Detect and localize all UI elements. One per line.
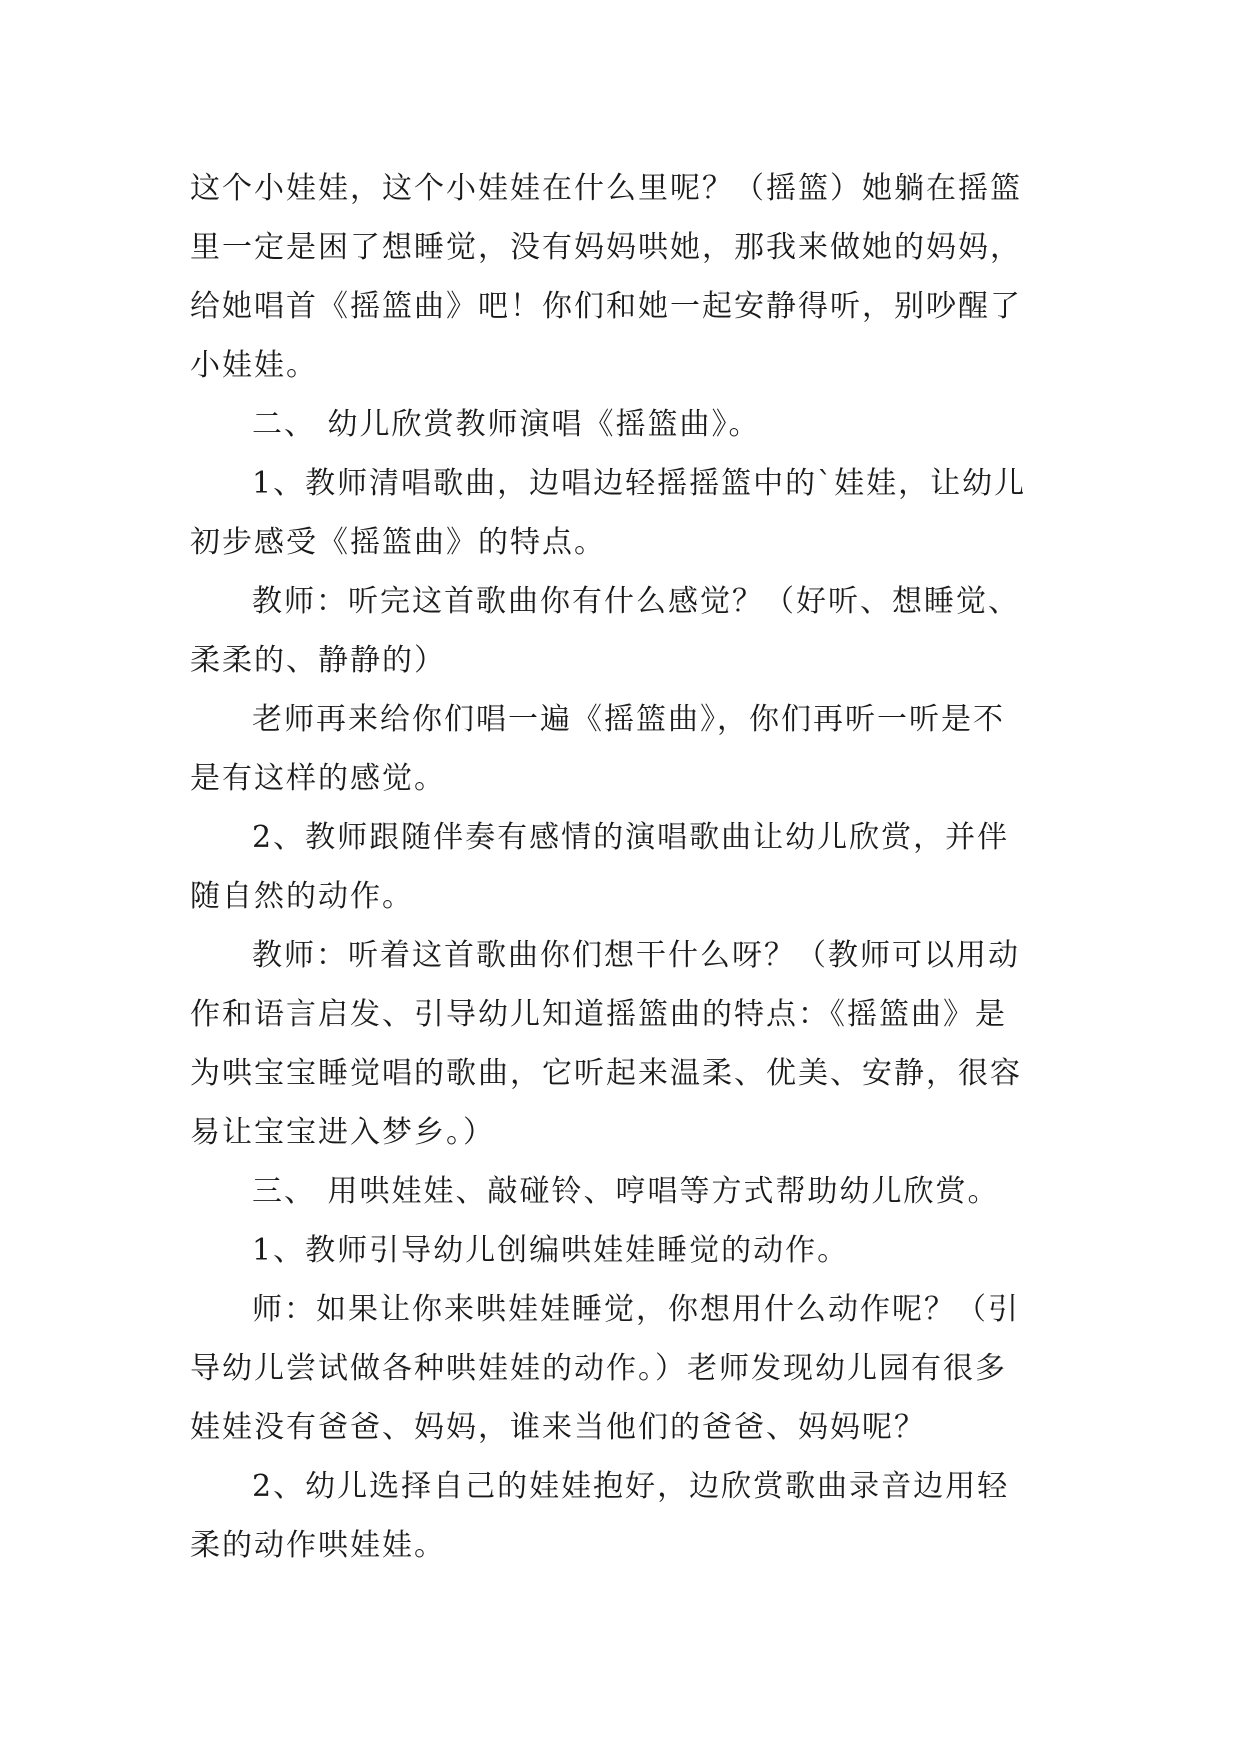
paragraph-line: 里一定是困了想睡觉，没有妈妈哄她，那我来做她的妈妈， bbox=[190, 230, 1022, 265]
paragraph-line: 为哄宝宝睡觉唱的歌曲，它听起来温柔、优美、安静，很容 bbox=[190, 1056, 1022, 1091]
paragraph-line: 柔的动作哄娃娃。 bbox=[190, 1528, 446, 1563]
paragraph-line: 1、教师清唱歌曲，边唱边轻摇摇篮中的`娃娃，让幼儿 bbox=[252, 466, 1027, 501]
paragraph-line: 这个小娃娃，这个小娃娃在什么里呢？（摇篮）她躺在摇篮 bbox=[190, 171, 1022, 206]
paragraph-line: 2、教师跟随伴奏有感情的演唱歌曲让幼儿欣赏，并伴 bbox=[252, 820, 1010, 855]
paragraph-line: 柔柔的、静静的） bbox=[190, 643, 446, 678]
section-heading: 二、 幼儿欣赏教师演唱《摇篮曲》。 bbox=[252, 407, 761, 442]
paragraph-line: 教师：听完这首歌曲你有什么感觉？（好听、想睡觉、 bbox=[252, 584, 1020, 619]
paragraph-line: 1、教师引导幼儿创编哄娃娃睡觉的动作。 bbox=[252, 1233, 850, 1268]
paragraph-line: 导幼儿尝试做各种哄娃娃的动作。）老师发现幼儿园有很多 bbox=[190, 1351, 1007, 1386]
paragraph-line: 娃娃没有爸爸、妈妈，谁来当他们的爸爸、妈妈呢？ bbox=[190, 1410, 926, 1445]
paragraph-line: 教师：听着这首歌曲你们想干什么呀？（教师可以用动 bbox=[252, 938, 1020, 973]
paragraph-line: 随自然的动作。 bbox=[190, 879, 414, 914]
paragraph-line: 初步感受《摇篮曲》的特点。 bbox=[190, 525, 606, 560]
paragraph-line: 师：如果让你来哄娃娃睡觉，你想用什么动作呢？（引 bbox=[252, 1292, 1020, 1327]
paragraph-line: 给她唱首《摇篮曲》吧！你们和她一起安静得听，别吵醒了 bbox=[190, 289, 1022, 324]
paragraph-line: 2、幼儿选择自己的娃娃抱好，边欣赏歌曲录音边用轻 bbox=[252, 1469, 1010, 1504]
section-heading: 三、 用哄娃娃、敲碰铃、哼唱等方式帮助幼儿欣赏。 bbox=[252, 1174, 1000, 1209]
paragraph-line: 是有这样的感觉。 bbox=[190, 761, 446, 796]
paragraph-line: 易让宝宝进入梦乡。） bbox=[190, 1115, 495, 1150]
paragraph-line: 小娃娃。 bbox=[190, 348, 318, 383]
document-body bbox=[190, 159, 1070, 1575]
paragraph-line: 作和语言启发、引导幼儿知道摇篮曲的特点：《摇篮曲》是 bbox=[190, 997, 1007, 1032]
paragraph-line: 老师再来给你们唱一遍《摇篮曲》，你们再听一听是不 bbox=[252, 702, 1005, 737]
